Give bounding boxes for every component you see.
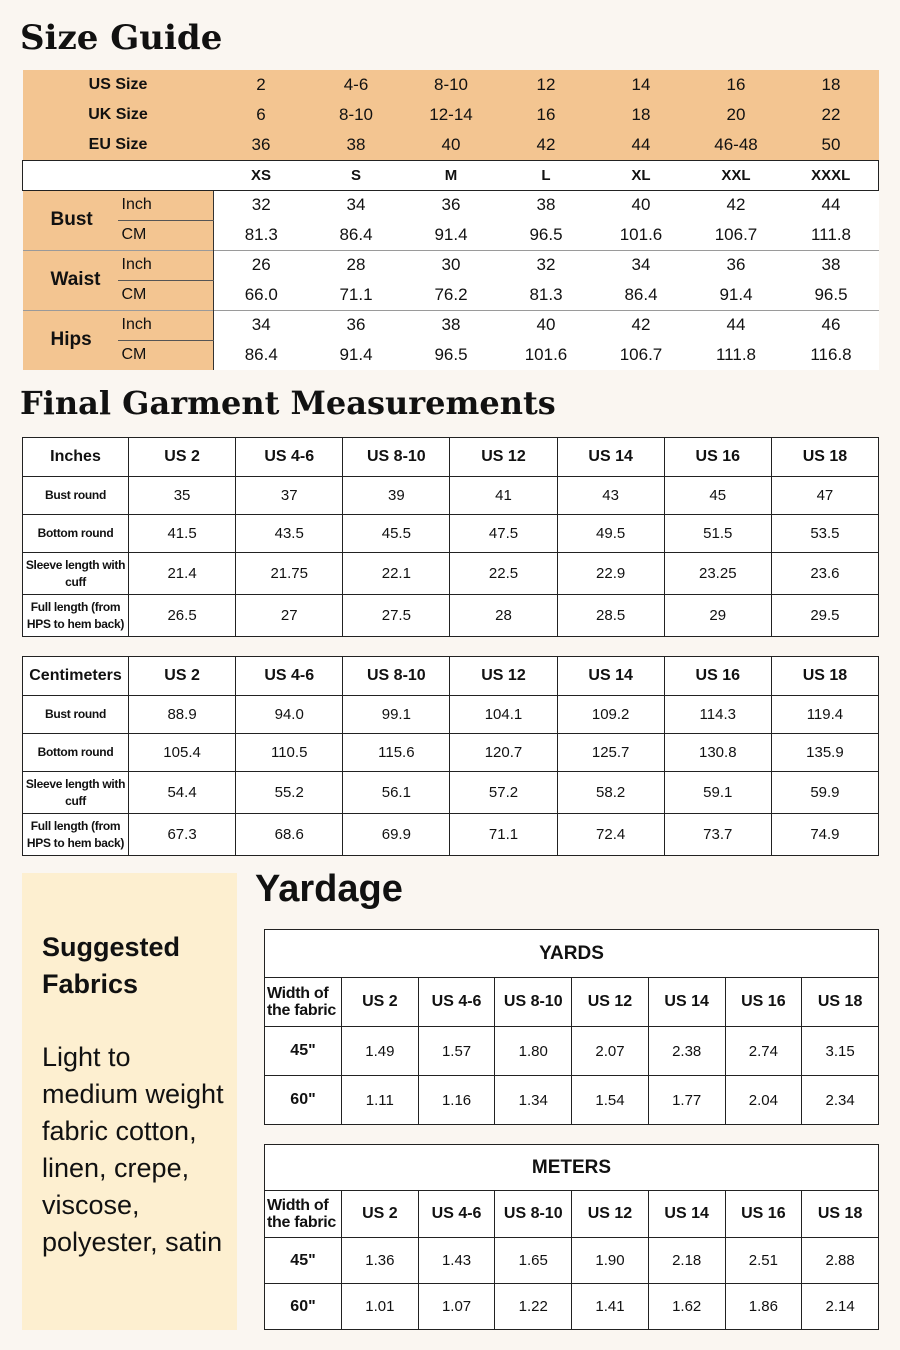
body-measure-cell: 40 — [594, 190, 689, 220]
body-measure-cell: 106.7 — [689, 220, 784, 250]
garment-cell: 22.9 — [557, 553, 664, 595]
yardage-unit-title: YARDS — [265, 930, 879, 978]
size-region-cell: 22 — [784, 100, 879, 130]
size-region-cell: 38 — [309, 130, 404, 160]
garment-cell: 53.5 — [771, 515, 878, 553]
yardage-size-header: US 18 — [802, 978, 879, 1027]
garment-cell: 47.5 — [450, 515, 557, 553]
garment-row — [23, 477, 879, 515]
garment-cell: 49.5 — [557, 515, 664, 553]
body-measure-cell: 81.3 — [214, 220, 309, 250]
garment-cell: 67.3 — [129, 814, 236, 856]
garment-cell: 28.5 — [557, 595, 664, 637]
yardage-size-header: US 8-10 — [495, 978, 572, 1027]
letter-size-cell: XXXL — [784, 160, 879, 190]
letter-size-cell: XS — [214, 160, 309, 190]
garment-row-label: Full length (from HPS to hem back) — [23, 595, 129, 637]
size-region-cell: 14 — [594, 70, 689, 100]
size-region-cell: 36 — [214, 130, 309, 160]
garment-cell: 115.6 — [343, 734, 450, 772]
yardage-width-label: Width of the fabric — [265, 978, 342, 1027]
garment-row — [23, 696, 879, 734]
body-measure-name: Hips — [23, 310, 118, 370]
body-measure-cell: 96.5 — [499, 220, 594, 250]
garment-row-label: Bust round — [23, 477, 129, 515]
body-measure-cell: 86.4 — [594, 280, 689, 310]
garment-cell: 88.9 — [129, 696, 236, 734]
garment-cell: 45.5 — [343, 515, 450, 553]
yardage-size-header: US 16 — [725, 978, 802, 1027]
suggested-fabrics-text: Light to medium weight fabric cotton, linen, crepe, viscose, polyester, satin — [42, 1042, 224, 1257]
garment-size-header: US 14 — [557, 657, 664, 696]
body-measure-cell: 42 — [689, 190, 784, 220]
yardage-unit-row — [265, 930, 879, 978]
body-measure-cell: 44 — [784, 190, 879, 220]
garment-row — [23, 595, 879, 637]
body-measure-cell: 38 — [499, 190, 594, 220]
garment-cell: 72.4 — [557, 814, 664, 856]
yardage-cell: 1.90 — [572, 1238, 649, 1284]
size-region-row — [23, 130, 879, 160]
yardage-row — [265, 1284, 879, 1330]
garment-size-header: US 12 — [450, 438, 557, 477]
garment-cell: 21.4 — [129, 553, 236, 595]
size-region-cell: 16 — [499, 100, 594, 130]
garment-cell: 22.5 — [450, 553, 557, 595]
garment-size-header: US 8-10 — [343, 657, 450, 696]
body-measure-row — [23, 310, 879, 340]
yardage-width-value: 60" — [265, 1076, 342, 1125]
garment-cell: 109.2 — [557, 696, 664, 734]
size-region-cell: 20 — [689, 100, 784, 130]
yardage-size-header: US 2 — [342, 1191, 419, 1238]
garment-cell: 110.5 — [236, 734, 343, 772]
size-region-cell: 44 — [594, 130, 689, 160]
garment-cell: 114.3 — [664, 696, 771, 734]
garment-cell: 74.9 — [771, 814, 878, 856]
body-measure-cell: 111.8 — [689, 340, 784, 370]
garment-cell: 27.5 — [343, 595, 450, 637]
garment-cell: 58.2 — [557, 772, 664, 814]
garment-size-header: US 4-6 — [236, 657, 343, 696]
garment-row — [23, 553, 879, 595]
size-region-cell: 2 — [214, 70, 309, 100]
yardage-cell: 1.57 — [418, 1027, 495, 1076]
garment-row — [23, 814, 879, 856]
body-measure-cell: 42 — [594, 310, 689, 340]
garment-cell: 54.4 — [129, 772, 236, 814]
garment-centimeters-table — [22, 656, 879, 856]
body-measure-name: Bust — [23, 190, 118, 250]
yardage-cell: 1.01 — [342, 1284, 419, 1330]
yardage-cell: 2.14 — [802, 1284, 879, 1330]
body-measure-cell: 76.2 — [404, 280, 499, 310]
garment-cell: 56.1 — [343, 772, 450, 814]
garment-cell: 69.9 — [343, 814, 450, 856]
suggested-fabrics-panel — [22, 873, 237, 1330]
body-measure-cell: 91.4 — [689, 280, 784, 310]
body-measure-cell: 116.8 — [784, 340, 879, 370]
yardage-title: Yardage — [255, 868, 403, 910]
yardage-cell: 2.04 — [725, 1076, 802, 1125]
letter-size-cell: S — [309, 160, 404, 190]
garment-cell: 59.9 — [771, 772, 878, 814]
body-measure-cell: 44 — [689, 310, 784, 340]
body-measure-row — [23, 280, 879, 310]
yardage-cell: 1.36 — [342, 1238, 419, 1284]
body-measure-row — [23, 220, 879, 250]
yardage-header-row — [265, 1191, 879, 1238]
garment-size-header: US 18 — [771, 438, 878, 477]
garment-row-label: Full length (from HPS to hem back) — [23, 814, 129, 856]
garment-cell: 45 — [664, 477, 771, 515]
body-measure-unit: CM — [118, 220, 214, 250]
yardage-cell: 1.16 — [418, 1076, 495, 1125]
letter-size-cell: XXL — [689, 160, 784, 190]
body-measure-cell: 71.1 — [309, 280, 404, 310]
yardage-unit-row — [265, 1145, 879, 1191]
garment-cell: 29.5 — [771, 595, 878, 637]
garment-cell: 105.4 — [129, 734, 236, 772]
size-region-cell: 42 — [499, 130, 594, 160]
yardage-size-header: US 18 — [802, 1191, 879, 1238]
yardage-cell: 1.49 — [342, 1027, 419, 1076]
body-measure-cell: 28 — [309, 250, 404, 280]
garment-size-header: US 16 — [664, 657, 771, 696]
garment-row-label: Sleeve length with cuff — [23, 772, 129, 814]
garment-header-row — [23, 438, 879, 477]
size-region-row — [23, 100, 879, 130]
garment-cell: 68.6 — [236, 814, 343, 856]
garment-cell: 22.1 — [343, 553, 450, 595]
garment-cell: 35 — [129, 477, 236, 515]
body-measure-cell: 30 — [404, 250, 499, 280]
size-region-label: EU Size — [23, 130, 214, 160]
size-region-cell: 40 — [404, 130, 499, 160]
letter-size-cell: L — [499, 160, 594, 190]
garment-size-header: US 16 — [664, 438, 771, 477]
yardage-row — [265, 1027, 879, 1076]
yardage-cell: 1.11 — [342, 1076, 419, 1125]
garment-size-header: US 8-10 — [343, 438, 450, 477]
body-measure-cell: 34 — [594, 250, 689, 280]
body-measure-cell: 91.4 — [309, 340, 404, 370]
yardage-size-header: US 4-6 — [418, 978, 495, 1027]
yardage-cell: 2.07 — [572, 1027, 649, 1076]
garment-cell: 135.9 — [771, 734, 878, 772]
garment-row-label: Bottom round — [23, 734, 129, 772]
garment-cell: 71.1 — [450, 814, 557, 856]
garment-unit-header: Centimeters — [23, 657, 129, 696]
yardage-row — [265, 1238, 879, 1284]
body-measure-cell: 111.8 — [784, 220, 879, 250]
garment-cell: 130.8 — [664, 734, 771, 772]
garment-cell: 39 — [343, 477, 450, 515]
letter-size-blank — [23, 160, 214, 190]
yardage-cell: 1.43 — [418, 1238, 495, 1284]
size-region-cell: 12-14 — [404, 100, 499, 130]
body-measure-cell: 96.5 — [784, 280, 879, 310]
yardage-cell: 1.86 — [725, 1284, 802, 1330]
garment-row — [23, 772, 879, 814]
garment-cell: 47 — [771, 477, 878, 515]
size-region-cell: 6 — [214, 100, 309, 130]
size-region-cell: 12 — [499, 70, 594, 100]
yardage-cell: 1.07 — [418, 1284, 495, 1330]
body-measure-unit: Inch — [118, 250, 214, 280]
yardage-cell: 1.77 — [648, 1076, 725, 1125]
body-measure-cell: 34 — [309, 190, 404, 220]
garment-size-header: US 14 — [557, 438, 664, 477]
letter-size-cell: M — [404, 160, 499, 190]
size-region-cell: 4-6 — [309, 70, 404, 100]
garment-size-header: US 2 — [129, 657, 236, 696]
garment-cell: 55.2 — [236, 772, 343, 814]
yardage-size-header: US 8-10 — [495, 1191, 572, 1238]
yardage-size-header: US 16 — [725, 1191, 802, 1238]
garment-cell: 120.7 — [450, 734, 557, 772]
garment-cell: 26.5 — [129, 595, 236, 637]
body-measure-cell: 101.6 — [594, 220, 689, 250]
body-measure-cell: 26 — [214, 250, 309, 280]
body-measure-row — [23, 340, 879, 370]
yardage-header-row — [265, 978, 879, 1027]
size-region-cell: 8-10 — [404, 70, 499, 100]
garment-unit-header: Inches — [23, 438, 129, 477]
yardage-width-label: Width of the fabric — [265, 1191, 342, 1238]
body-measure-cell: 81.3 — [499, 280, 594, 310]
garment-cell: 21.75 — [236, 553, 343, 595]
yardage-cell: 2.88 — [802, 1238, 879, 1284]
yardage-width-value: 45" — [265, 1027, 342, 1076]
yardage-cell: 1.22 — [495, 1284, 572, 1330]
yardage-cell: 1.54 — [572, 1076, 649, 1125]
yardage-cell: 1.34 — [495, 1076, 572, 1125]
suggested-fabrics-title: Suggested Fabrics — [42, 932, 181, 999]
body-measure-unit: CM — [118, 340, 214, 370]
yardage-width-value: 45" — [265, 1238, 342, 1284]
yardage-width-value: 60" — [265, 1284, 342, 1330]
garment-cell: 59.1 — [664, 772, 771, 814]
letter-size-cell: XL — [594, 160, 689, 190]
yardage-cell: 2.38 — [648, 1027, 725, 1076]
yardage-cell: 1.62 — [648, 1284, 725, 1330]
yardage-cell: 1.41 — [572, 1284, 649, 1330]
yardage-row — [265, 1076, 879, 1125]
yardage-cell: 2.34 — [802, 1076, 879, 1125]
body-measure-unit: Inch — [118, 190, 214, 220]
size-region-cell: 16 — [689, 70, 784, 100]
yardage-cell: 2.74 — [725, 1027, 802, 1076]
body-measure-cell: 86.4 — [214, 340, 309, 370]
garment-cell: 41.5 — [129, 515, 236, 553]
yardage-meters-table — [264, 1144, 879, 1330]
garment-inches-table — [22, 437, 879, 637]
body-measure-cell: 96.5 — [404, 340, 499, 370]
garment-cell: 104.1 — [450, 696, 557, 734]
garment-cell: 23.25 — [664, 553, 771, 595]
garment-row — [23, 734, 879, 772]
garment-size-header: US 4-6 — [236, 438, 343, 477]
letter-size-row — [23, 160, 879, 190]
body-measure-name: Waist — [23, 250, 118, 310]
garment-cell: 94.0 — [236, 696, 343, 734]
garment-row-label: Sleeve length with cuff — [23, 553, 129, 595]
size-region-cell: 50 — [784, 130, 879, 160]
garment-cell: 23.6 — [771, 553, 878, 595]
yardage-size-header: US 14 — [648, 978, 725, 1027]
body-measure-cell: 106.7 — [594, 340, 689, 370]
yardage-unit-title: METERS — [265, 1145, 879, 1191]
body-measure-cell: 38 — [784, 250, 879, 280]
garment-header-row — [23, 657, 879, 696]
yardage-size-header: US 14 — [648, 1191, 725, 1238]
body-measure-cell: 36 — [689, 250, 784, 280]
size-region-cell: 8-10 — [309, 100, 404, 130]
yardage-cell: 2.51 — [725, 1238, 802, 1284]
body-measure-cell: 34 — [214, 310, 309, 340]
size-region-cell: 46-48 — [689, 130, 784, 160]
body-measure-cell: 40 — [499, 310, 594, 340]
body-measure-cell: 38 — [404, 310, 499, 340]
body-measure-unit: Inch — [118, 310, 214, 340]
yardage-cell: 2.18 — [648, 1238, 725, 1284]
size-region-cell: 18 — [594, 100, 689, 130]
yardage-size-header: US 2 — [342, 978, 419, 1027]
size-region-cell: 18 — [784, 70, 879, 100]
body-measure-cell: 66.0 — [214, 280, 309, 310]
yardage-size-header: US 12 — [572, 1191, 649, 1238]
body-measure-cell: 32 — [499, 250, 594, 280]
garment-cell: 41 — [450, 477, 557, 515]
body-measure-row — [23, 190, 879, 220]
garment-cell: 125.7 — [557, 734, 664, 772]
garment-cell: 43 — [557, 477, 664, 515]
size-region-label: US Size — [23, 70, 214, 100]
body-measure-row — [23, 250, 879, 280]
size-guide-table — [22, 70, 879, 370]
garment-size-header: US 12 — [450, 657, 557, 696]
garment-cell: 119.4 — [771, 696, 878, 734]
garment-cell: 73.7 — [664, 814, 771, 856]
yardage-size-header: US 12 — [572, 978, 649, 1027]
body-measure-cell: 32 — [214, 190, 309, 220]
garment-cell: 37 — [236, 477, 343, 515]
garment-cell: 29 — [664, 595, 771, 637]
size-region-label: UK Size — [23, 100, 214, 130]
garment-row-label: Bust round — [23, 696, 129, 734]
garment-row — [23, 515, 879, 553]
body-measure-cell: 86.4 — [309, 220, 404, 250]
garment-cell: 27 — [236, 595, 343, 637]
garment-cell: 28 — [450, 595, 557, 637]
body-measure-cell: 36 — [404, 190, 499, 220]
body-measure-cell: 91.4 — [404, 220, 499, 250]
garment-size-header: US 2 — [129, 438, 236, 477]
yardage-cell: 3.15 — [802, 1027, 879, 1076]
body-measure-unit: CM — [118, 280, 214, 310]
yardage-size-header: US 4-6 — [418, 1191, 495, 1238]
yardage-yards-table — [264, 929, 879, 1125]
garment-cell: 57.2 — [450, 772, 557, 814]
size-guide-title: Size Guide — [20, 18, 223, 58]
garment-cell: 43.5 — [236, 515, 343, 553]
size-region-row — [23, 70, 879, 100]
garment-cell: 51.5 — [664, 515, 771, 553]
garment-size-header: US 18 — [771, 657, 878, 696]
body-measure-cell: 101.6 — [499, 340, 594, 370]
garment-row-label: Bottom round — [23, 515, 129, 553]
garment-cell: 99.1 — [343, 696, 450, 734]
yardage-cell: 1.80 — [495, 1027, 572, 1076]
yardage-cell: 1.65 — [495, 1238, 572, 1284]
body-measure-cell: 46 — [784, 310, 879, 340]
body-measure-cell: 36 — [309, 310, 404, 340]
final-garment-title: Final Garment Measurements — [20, 384, 556, 422]
